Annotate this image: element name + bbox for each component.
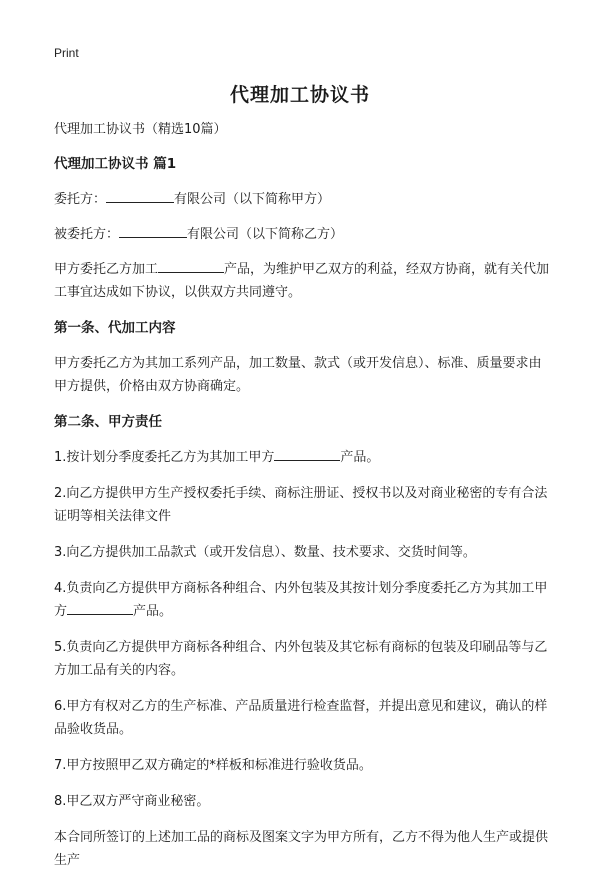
list-item (54, 446, 554, 469)
agent-suffix: 有限公司（以下简称乙方） (187, 227, 344, 242)
principal-line (54, 188, 554, 211)
list-item (54, 577, 554, 623)
section-title: 代理加工协议书 篇1 (54, 156, 177, 172)
print-link[interactable]: Print (54, 46, 79, 60)
item1-part-b: 产品。 (340, 450, 380, 465)
intro-paragraph (54, 258, 554, 304)
list-item: 8.甲乙双方严守商业秘密。 (54, 794, 210, 809)
item1-part-a: 1.按计划分季度委托乙方为其加工甲方 (54, 450, 275, 465)
agent-blank (119, 223, 187, 238)
list-item: 2.向乙方提供甲方生产授权委托手续、商标注册证、授权书以及对商业秘密的专有合法证明等相关法律文件 (54, 486, 548, 524)
document-title: 代理加工协议书 (229, 84, 370, 106)
principal-prefix: 委托方： (54, 192, 107, 207)
intro-part-a: 甲方委托乙方加工 (54, 262, 159, 277)
agent-line (54, 223, 554, 246)
article1-heading: 第一条、代加工内容 (54, 320, 176, 336)
item4-part-b: 产品。 (133, 604, 173, 619)
intro-part-b: 产品，为维护甲乙双方的利益，经双方协商，就有关代加工事宜达成如下协议，以供双方共同遵守。 (54, 262, 550, 300)
item4-part-a: 4.负责向乙方提供甲方商标各种组合、内外包装及其按计划分季度委托乙方为其加工甲方 (54, 581, 548, 619)
document-body (54, 118, 554, 885)
list-item: 3.向乙方提供加工品款式（或开发信息）、数量、技术要求、交货时间等。 (54, 545, 476, 560)
principal-suffix: 有限公司（以下简称甲方） (174, 192, 331, 207)
list-item: 5.负责向乙方提供甲方商标各种组合、内外包装及其它标有商标的包装及印刷品等与乙方加工品有关的内容。 (54, 640, 548, 678)
closing-paragraph: 本合同所签订的上述加工品的商标及图案文字为甲方所有，乙方不得为他人生产或提供生产 (54, 830, 549, 868)
list-item: 7.甲方按照甲乙双方确定的*样板和标准进行验收货品。 (54, 758, 372, 773)
item4-blank (67, 600, 133, 615)
intro-blank (158, 258, 224, 273)
agent-prefix: 被委托方： (54, 227, 120, 242)
item1-blank (274, 446, 340, 461)
article1-text: 甲方委托乙方为其加工系列产品，加工数量、款式（或开发信息）、标准、质量要求由甲方提供，价格由双方协商确定。 (54, 356, 542, 394)
document-subtitle: 代理加工协议书（精选10篇） (54, 122, 227, 137)
principal-blank (106, 188, 174, 203)
article2-heading: 第二条、甲方责任 (54, 414, 162, 430)
list-item: 6.甲方有权对乙方的生产标准、产品质量进行检查监督，并提出意见和建议，确认的样品验收货品。 (54, 699, 548, 737)
